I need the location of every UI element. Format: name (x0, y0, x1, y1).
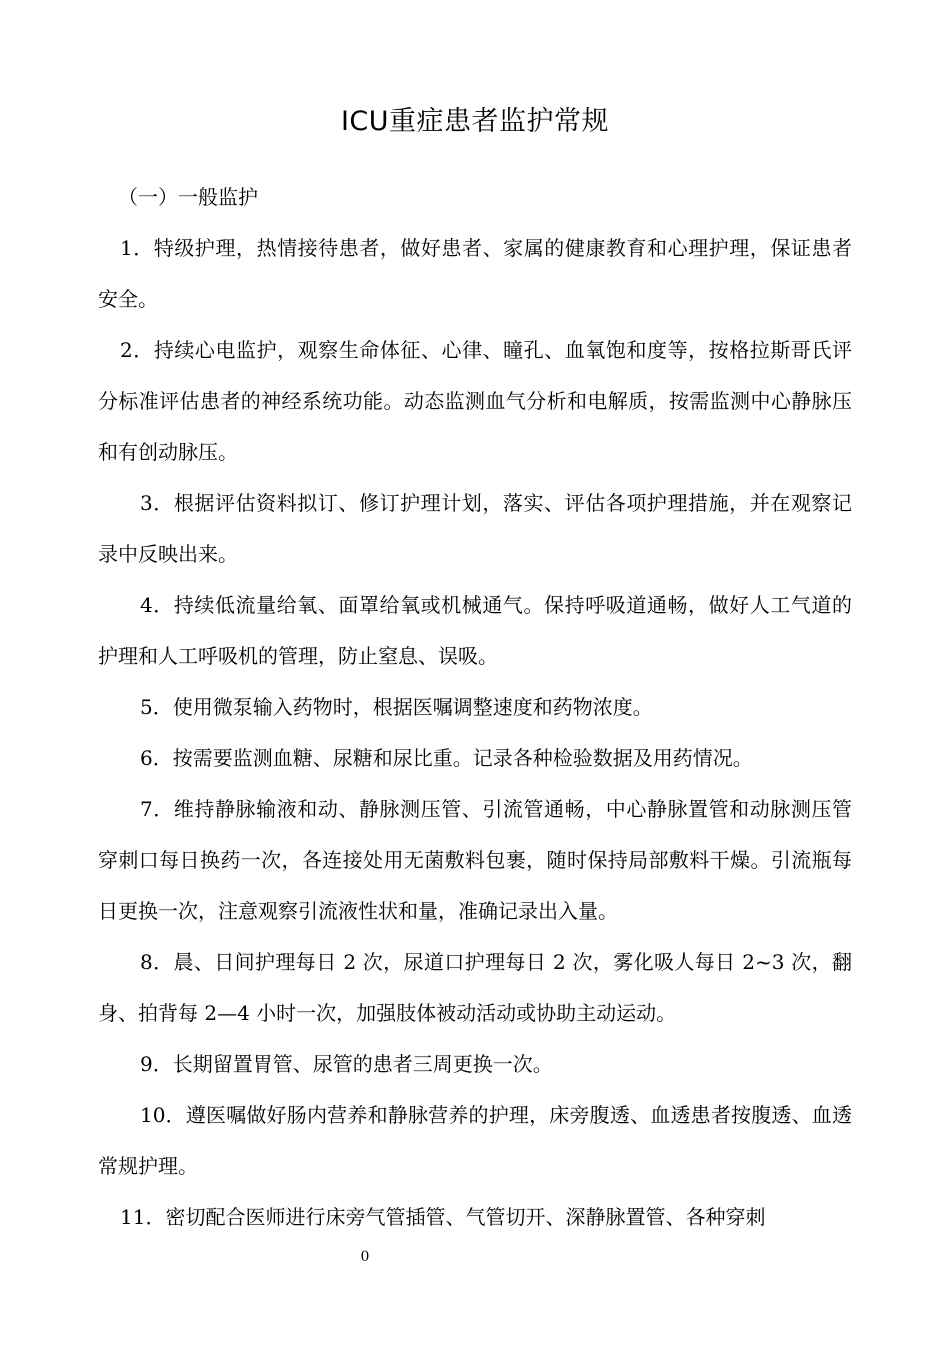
paragraph-9: 9．长期留置胃管、尿管的患者三周更换一次。 (140, 1052, 553, 1076)
paragraph-5: 5．使用微泵输入药物时，根据医嘱调整速度和药物浓度。 (140, 695, 653, 719)
paragraph-7: 7．维持静脉输液和动、静脉测压管、引流管通畅，中心静脉置管和动脉测压管穿刺口每日换药一次，各连接处用无菌敷料包裹，随时保持局部敷料干燥。引流瓶每日更换一次，注意观察引流液性状和量，准确记录出入量。 (98, 797, 852, 923)
document-body (98, 172, 852, 1243)
page-title: ICU重症患者监护常规 (340, 106, 610, 137)
paragraph-4: 4．持续低流量给氧、面罩给氧或机械通气。保持呼吸道通畅，做好人工气道的护理和人工呼吸机的管理，防止窒息、误吸。 (98, 593, 852, 668)
paragraph-10: 10．遵医嘱做好肠内营养和静脉营养的护理，床旁腹透、血透患者按腹透、血透常规护理。 (98, 1103, 852, 1178)
section-heading: （一）一般监护 (118, 185, 258, 209)
page-number: 0 (360, 1249, 370, 1265)
paragraph-11: 11．密切配合医师进行床旁气管插管、气管切开、深静脉置管、各种穿刺 (120, 1205, 766, 1229)
paragraph-6: 6．按需要监测血糖、尿糖和尿比重。记录各种检验数据及用药情况。 (140, 746, 753, 770)
paragraph-3: 3．根据评估资料拟订、修订护理计划，落实、评估各项护理措施，并在观察记录中反映出来。 (98, 491, 852, 566)
paragraph-8: 8．晨、日间护理每日 2 次，尿道口护理每日 2 次，雾化吸人每日 2~3 次，翻身、拍背每 2—4 小时一次，加强肢体被动活动或协助主动运动。 (98, 950, 852, 1025)
paragraph-1: 1．特级护理，热情接待患者，做好患者、家属的健康教育和心理护理，保证患者安全。 (98, 236, 852, 311)
paragraph-2: 2．持续心电监护，观察生命体征、心律、瞳孔、血氧饱和度等，按格拉斯哥氏评分标准评估患者的神经系统功能。动态监测血气分析和电解质，按需监测中心静脉压和有创动脉压。 (98, 338, 852, 464)
